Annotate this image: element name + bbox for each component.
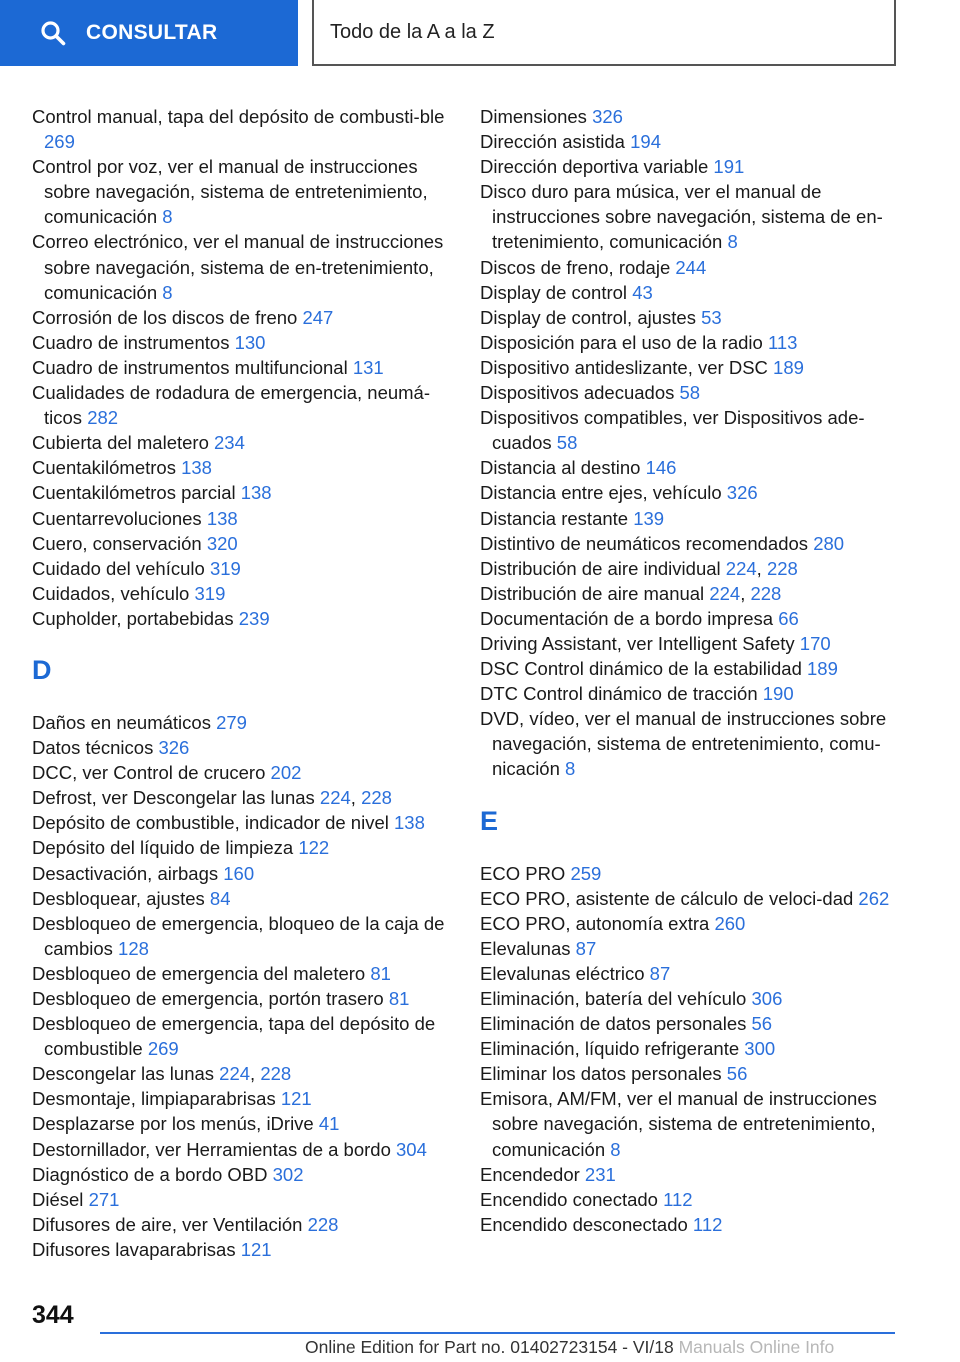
entry-text: DSC Control dinámico de la estabilidad xyxy=(480,658,802,680)
entry-text: Eliminación de datos personales xyxy=(480,1013,747,1035)
index-entry xyxy=(32,810,447,835)
entry-text: Encendido conectado xyxy=(480,1188,658,1210)
page-link[interactable]: 56 xyxy=(751,1013,773,1035)
page-link[interactable]: 228 xyxy=(766,557,798,579)
page-link[interactable]: 194 xyxy=(630,131,661,153)
index-entry xyxy=(480,280,900,305)
entry-text: Disco duro para música, ver el manual de instrucciones sobre navegación, sistema de en-tretenimiento, comunicación xyxy=(480,181,883,253)
index-entry xyxy=(480,1212,900,1237)
section-letter: E xyxy=(480,805,499,836)
page-link[interactable]: 269 xyxy=(147,1038,179,1060)
entry-text: Dispositivos adecuados xyxy=(480,382,675,404)
page-link[interactable]: 326 xyxy=(592,106,623,127)
index-entry xyxy=(32,861,447,886)
index-entry xyxy=(32,531,447,556)
page-link[interactable]: 282 xyxy=(87,407,119,429)
index-entry: Defrost, ver Descongelar las lunas 224, 228 xyxy=(32,787,392,809)
entry-text: Corrosión de los discos de freno xyxy=(32,306,298,328)
page-header xyxy=(0,0,960,66)
page-link[interactable]: 66 xyxy=(778,607,799,629)
index-entry xyxy=(480,656,900,681)
entry-text: Desplazarse por los menús, iDrive xyxy=(32,1113,314,1135)
entry-text: Diésel xyxy=(32,1188,84,1210)
index-entry xyxy=(480,330,900,355)
index-entry xyxy=(32,1237,447,1262)
entry-text: Cuadro de instrumentos multifuncional xyxy=(32,356,348,378)
page-link[interactable]: 138 xyxy=(240,482,272,504)
index-entry: Distribución de aire individual 224, 228 xyxy=(480,557,798,579)
entry-text: Descongelar las lunas xyxy=(32,1063,215,1085)
page-link[interactable]: 228 xyxy=(361,787,392,809)
index-entry xyxy=(480,104,900,129)
page-link[interactable]: 224 xyxy=(219,1063,251,1085)
page-link[interactable]: 138 xyxy=(206,507,238,529)
index-entry xyxy=(480,531,900,556)
index-entry xyxy=(32,961,447,986)
page-link[interactable]: 300 xyxy=(744,1038,776,1060)
page-link[interactable]: 302 xyxy=(272,1163,304,1185)
index-entry xyxy=(480,154,900,179)
entry-text: Distribución de aire individual xyxy=(480,557,721,579)
footer-divider xyxy=(100,1332,895,1334)
index-entry xyxy=(480,886,900,911)
index-entry xyxy=(480,455,900,480)
entry-text: Daños en neumáticos xyxy=(32,711,211,733)
page-link[interactable]: 228 xyxy=(307,1213,339,1235)
page-link[interactable]: 112 xyxy=(663,1188,693,1210)
search-icon xyxy=(40,20,66,46)
entry-text: Desmontaje, limpiaparabrisas xyxy=(32,1088,276,1110)
entry-text: Desbloqueo de emergencia, portón trasero xyxy=(32,988,384,1009)
index-entry xyxy=(480,1086,900,1161)
entry-text: Elevalunas eléctrico xyxy=(480,962,645,984)
footer-edition xyxy=(305,1337,834,1358)
page-link[interactable]: 41 xyxy=(318,1113,340,1135)
page-link[interactable]: 8 xyxy=(727,231,738,253)
entry-text: Dispositivo antideslizante, ver DSC xyxy=(480,356,768,378)
entry-text: Eliminación, líquido refrigerante xyxy=(480,1038,740,1060)
index-entry xyxy=(32,330,447,355)
page-link[interactable]: 189 xyxy=(807,658,838,680)
index-entry xyxy=(32,1187,447,1212)
index-entry xyxy=(32,835,447,860)
index-entry xyxy=(32,886,447,911)
entry-text: Cuidado del vehículo xyxy=(32,557,205,579)
entry-text: Desbloqueo de emergencia, tapa del depósito de combustible xyxy=(32,1013,436,1060)
entry-text: Display de control, ajustes xyxy=(480,306,696,328)
page-link[interactable]: 190 xyxy=(762,683,794,705)
entry-text: Cuentakilómetros parcial xyxy=(32,482,236,504)
page-link[interactable]: 271 xyxy=(88,1188,120,1210)
entry-text: Dispositivos compatibles, ver Dispositivos ade-cuados xyxy=(480,407,865,454)
entry-text: Driving Assistant, ver Intelligent Safety xyxy=(480,632,795,654)
page-link[interactable]: 244 xyxy=(675,256,707,278)
index-entry xyxy=(480,179,900,254)
index-entry xyxy=(480,1162,900,1187)
entry-text: ECO PRO xyxy=(480,862,566,884)
page-link[interactable]: 279 xyxy=(216,711,247,733)
entry-text: DTC Control dinámico de tracción xyxy=(480,683,758,705)
page-link[interactable]: 8 xyxy=(565,758,576,780)
page-link[interactable]: 239 xyxy=(238,607,270,629)
entry-text: Documentación de a bordo impresa xyxy=(480,607,774,629)
page-link[interactable]: 122 xyxy=(298,837,330,859)
entry-text: Desactivación, airbags xyxy=(32,862,219,884)
entry-text: ECO PRO, autonomía extra xyxy=(480,912,710,934)
page-link[interactable]: 280 xyxy=(813,532,845,554)
page-link[interactable]: 130 xyxy=(234,331,266,353)
entry-text: Correo electrónico, ver el manual de instrucciones sobre navegación, sistema de en-tretenimiento, comunicación xyxy=(32,231,444,303)
index-entry xyxy=(480,986,900,1011)
entry-text: DVD, vídeo, ver el manual de instrucciones sobre navegación, sistema de entretenimiento, comu-nicación xyxy=(480,708,887,780)
entry-text: Elevalunas xyxy=(480,937,571,959)
index-entry xyxy=(32,506,447,531)
index-entry xyxy=(480,861,900,886)
entry-text: Distintivo de neumáticos recomendados xyxy=(480,532,809,554)
page-link[interactable]: 326 xyxy=(726,482,758,504)
entry-text: Depósito del líquido de limpieza xyxy=(32,837,294,859)
index-entry xyxy=(32,355,447,380)
index-entry xyxy=(480,681,900,706)
page-link[interactable]: 8 xyxy=(610,1138,621,1160)
index-entry xyxy=(32,305,447,330)
index-entry xyxy=(480,911,900,936)
entry-text: Distancia al destino xyxy=(480,457,641,479)
index-column-right xyxy=(480,104,900,1237)
entry-text: Desbloquear, ajustes xyxy=(32,887,205,909)
entry-text: Cuero, conservación xyxy=(32,532,202,554)
index-entry xyxy=(32,1011,447,1061)
index-entry xyxy=(32,911,447,961)
page-link[interactable]: 58 xyxy=(556,432,578,454)
index-entry xyxy=(32,1137,447,1162)
entry-text: Distancia entre ejes, vehículo xyxy=(480,482,722,504)
entry-text: Desbloqueo de emergencia, bloqueo de la caja de cambios xyxy=(32,912,445,959)
index-entry xyxy=(32,154,447,229)
entry-text: Dirección deportiva variable xyxy=(480,156,709,178)
consultar-button[interactable] xyxy=(0,0,298,66)
entry-text: Diagnóstico de a bordo OBD xyxy=(32,1163,268,1185)
index-entry xyxy=(480,129,900,154)
entry-text: Distancia restante xyxy=(480,507,629,529)
edition-text: Online Edition for Part no. 01402723154 - VI/18 xyxy=(305,1337,674,1357)
index-entry xyxy=(480,255,900,280)
index-entry: Distribución de aire manual 224, 228 xyxy=(480,582,782,604)
index-entry xyxy=(32,556,447,581)
entry-text: ECO PRO, asistente de cálculo de veloci-dad xyxy=(480,887,854,909)
page-link[interactable]: 202 xyxy=(270,762,302,784)
page-link[interactable]: 224 xyxy=(725,557,757,579)
index-entry xyxy=(32,1111,447,1136)
page-link[interactable]: 84 xyxy=(209,887,231,909)
entry-text: Eliminación, batería del vehículo xyxy=(480,988,747,1009)
entry-text: Defrost, ver Descongelar las lunas xyxy=(32,787,315,809)
index-entry xyxy=(32,606,447,631)
entry-text: Cupholder, portabebidas xyxy=(32,607,234,629)
index-entry xyxy=(480,961,900,986)
entry-text: Disposición para el uso de la radio xyxy=(480,331,763,353)
page-link[interactable]: 58 xyxy=(679,382,701,404)
page-link[interactable]: 319 xyxy=(194,582,226,604)
entry-text: Discos de freno, rodaje xyxy=(480,256,671,278)
entry-text: Emisora, AM/FM, ver el manual de instrucciones sobre navegación, sistema de entretenimiento, comunicación xyxy=(480,1088,877,1160)
page-link[interactable]: 146 xyxy=(645,457,677,479)
index-entry xyxy=(480,1036,900,1061)
index-column-left xyxy=(32,104,447,1262)
index-entry xyxy=(32,735,447,760)
index-entry xyxy=(480,480,900,505)
page-link[interactable]: 113 xyxy=(767,331,798,353)
page-link[interactable]: 138 xyxy=(181,457,212,479)
section-letter: D xyxy=(32,654,52,685)
index-entry xyxy=(480,631,900,656)
page-link[interactable]: 228 xyxy=(750,582,782,604)
index-entry xyxy=(32,581,447,606)
entry-text: Desbloqueo de emergencia del maletero xyxy=(32,962,366,984)
page-link[interactable]: 228 xyxy=(260,1063,292,1085)
page-link[interactable]: 191 xyxy=(713,156,745,178)
page-link[interactable]: 189 xyxy=(773,356,804,378)
entry-text: Dirección asistida xyxy=(480,131,625,153)
page-link[interactable]: 224 xyxy=(709,582,741,604)
page-link[interactable]: 56 xyxy=(726,1063,748,1085)
index-entry xyxy=(32,1162,447,1187)
index-entry xyxy=(480,706,900,781)
entry-text: Encendedor xyxy=(480,1163,580,1185)
page-link[interactable]: 87 xyxy=(575,937,597,959)
page-link[interactable]: 131 xyxy=(352,356,384,378)
index-entry xyxy=(32,710,447,735)
entry-text: Cubierta del maletero xyxy=(32,432,209,454)
index-entry xyxy=(32,455,447,480)
index-entry xyxy=(480,405,900,455)
page-link[interactable]: 81 xyxy=(388,988,410,1009)
page-link[interactable]: 269 xyxy=(44,131,75,153)
index-entry xyxy=(480,1011,900,1036)
page-link[interactable]: 326 xyxy=(158,737,190,759)
page-link[interactable]: 319 xyxy=(209,557,241,579)
watermark: Manuals Online Info xyxy=(678,1337,835,1357)
index-entry xyxy=(480,506,900,531)
page-link[interactable]: 121 xyxy=(280,1088,312,1110)
entry-text: Eliminar los datos personales xyxy=(480,1063,722,1085)
page-link[interactable]: 8 xyxy=(162,281,173,303)
entry-text: Cuentarrevoluciones xyxy=(32,507,202,529)
index-entry xyxy=(480,1187,900,1212)
index-entry xyxy=(480,355,900,380)
entry-text: Cuadro de instrumentos xyxy=(32,331,230,353)
index-entry xyxy=(32,380,447,430)
index-entry xyxy=(32,229,447,304)
page-link[interactable]: 112 xyxy=(692,1213,723,1235)
index-entry xyxy=(32,104,447,154)
entry-text: DCC, ver Control de crucero xyxy=(32,762,266,784)
index-entry xyxy=(32,760,447,785)
page-link[interactable]: 224 xyxy=(319,787,351,809)
page-link[interactable]: 234 xyxy=(214,432,245,454)
page-link[interactable]: 87 xyxy=(649,962,671,984)
index-entry xyxy=(32,986,447,1011)
entry-text: Cuidados, vehículo xyxy=(32,582,190,604)
page-link[interactable]: 128 xyxy=(118,937,149,959)
index-entry xyxy=(32,1086,447,1111)
page-link[interactable]: 139 xyxy=(633,507,665,529)
page-link[interactable]: 8 xyxy=(162,206,173,228)
page-link[interactable]: 81 xyxy=(370,962,391,984)
entry-text: Destornillador, ver Herramientas de a bordo xyxy=(32,1138,391,1160)
entry-text: Datos técnicos xyxy=(32,737,154,759)
index-entry xyxy=(480,606,900,631)
index-entry xyxy=(32,1212,447,1237)
index-entry xyxy=(32,480,447,505)
entry-text: Control manual, tapa del depósito de combusti-ble xyxy=(32,106,445,127)
entry-text: Cualidades de rodadura de emergencia, neumá-ticos xyxy=(32,382,431,429)
index-entry: Descongelar las lunas 224, 228 xyxy=(32,1063,292,1085)
entry-text: Distribución de aire manual xyxy=(480,582,705,604)
page-link[interactable]: 262 xyxy=(858,887,890,909)
entry-text: Depósito de combustible, indicador de nivel xyxy=(32,812,389,834)
page-link[interactable]: 121 xyxy=(240,1238,272,1260)
page-link[interactable]: 160 xyxy=(223,862,255,884)
index-entry xyxy=(480,380,900,405)
entry-text: Encendido desconectado xyxy=(480,1213,688,1235)
index-entry xyxy=(480,936,900,961)
page-link[interactable]: 259 xyxy=(570,862,602,884)
consultar-label: CONSULTAR xyxy=(86,21,218,44)
index-entry xyxy=(32,430,447,455)
page-link[interactable]: 138 xyxy=(394,812,425,834)
page-link[interactable]: 170 xyxy=(799,632,831,654)
entry-text: Control por voz, ver el manual de instrucciones sobre navegación, sistema de entretenimiento, comunicación xyxy=(32,156,428,228)
section-title: Todo de la A a la Z xyxy=(312,0,896,66)
page-link[interactable]: 247 xyxy=(302,306,334,328)
page-link[interactable]: 304 xyxy=(396,1138,427,1160)
page-link[interactable]: 306 xyxy=(751,988,783,1009)
index-entry xyxy=(480,305,900,330)
page-number: 344 xyxy=(32,1301,74,1329)
entry-text: Dimensiones xyxy=(480,106,587,127)
page-link[interactable]: 231 xyxy=(584,1163,616,1185)
page-link[interactable]: 320 xyxy=(206,532,238,554)
entry-text: Cuentakilómetros xyxy=(32,457,176,479)
entry-text: Display de control xyxy=(480,281,628,303)
page-link[interactable]: 43 xyxy=(632,281,653,303)
entry-text: Difusores de aire, ver Ventilación xyxy=(32,1213,303,1235)
page-link[interactable]: 53 xyxy=(701,306,722,328)
entry-text: Difusores lavaparabrisas xyxy=(32,1238,236,1260)
page-link[interactable]: 260 xyxy=(714,912,746,934)
index-entry xyxy=(480,1061,900,1086)
